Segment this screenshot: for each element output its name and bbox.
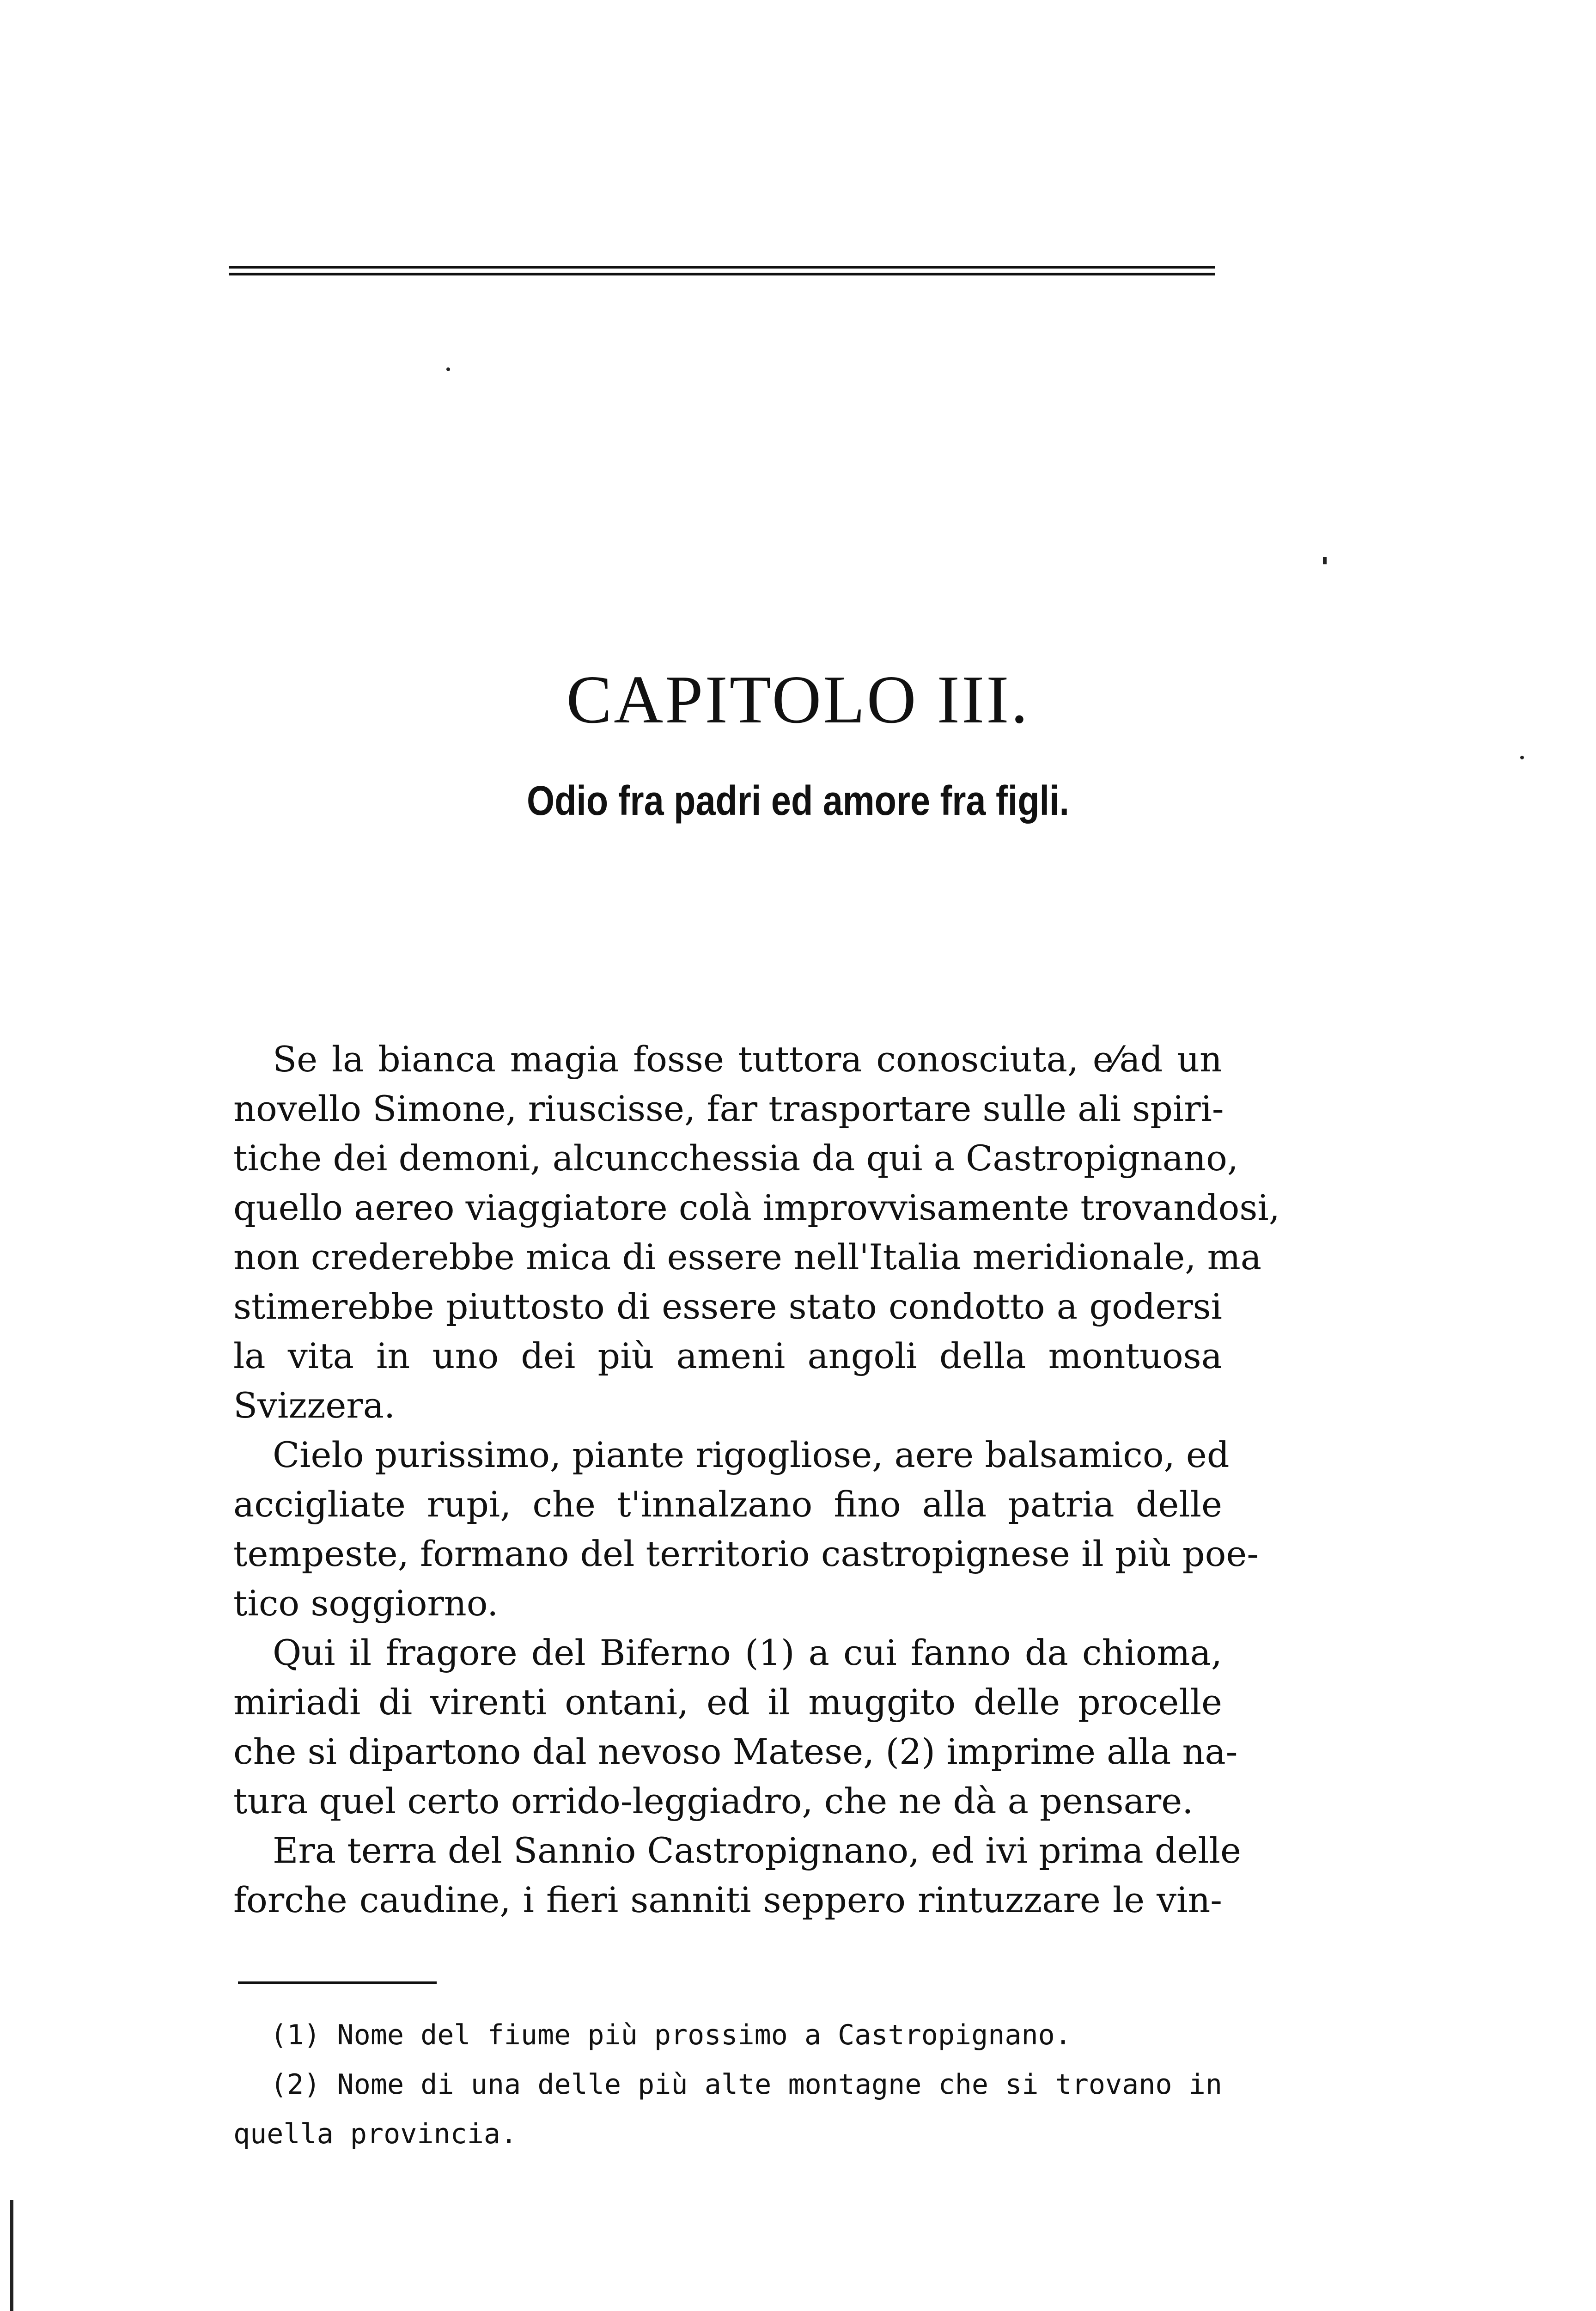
body-line: Se la bianca magia fosse tuttora conosciuta, e⁄ad un (273, 1039, 1222, 1080)
body-line: la vita in uno dei più ameni angoli della montuosa (233, 1335, 1222, 1376)
footnote: (2) Nome di una delle più alte montagne che si trovano in (270, 2068, 1222, 2101)
body-line: che si dipartono dal nevoso Matese, (2) imprime alla na- (233, 1731, 1238, 1772)
chapter-heading: CAPITOLO III. (566, 662, 1030, 738)
body-line: forche caudine, i fieri sanniti seppero rintuzzare le vin- (233, 1879, 1222, 1920)
scan-dot (446, 367, 450, 371)
footnotes (233, 2011, 1222, 2159)
footnote: (1) Nome del fiume più prossimo a Castropignano. (270, 2019, 1072, 2051)
scan-edge-line (10, 2200, 13, 2311)
body-line: Svizzera. (233, 1385, 396, 1426)
body-line: tico soggiorno. (233, 1583, 499, 1624)
body-line: Cielo purissimo, piante rigogliose, aere balsamico, ed (273, 1434, 1230, 1475)
body-line: miriadi di virenti ontani, ed il muggito delle procelle (233, 1681, 1222, 1723)
body-line: tura quel certo orrido-leggiadro, che ne dà a pensare. (233, 1780, 1194, 1822)
body-line: non crederebbe mica di essere nell'Italia meridionale, ma (233, 1236, 1262, 1278)
body-text (233, 1034, 1280, 1925)
scan-dot (1520, 756, 1524, 759)
body-line: stimerebbe piuttosto di essere stato condotto a godersi (233, 1286, 1222, 1327)
body-line: Era terra del Sannio Castropignano, ed ivi prima delle (273, 1830, 1242, 1871)
body-line: novello Simone, riuscisse, far trasportare sulle ali spiri- (233, 1088, 1224, 1129)
body-line: Qui il fragore del Biferno (1) a cui fanno da chioma, (273, 1632, 1222, 1673)
body-line: tempeste, formano del territorio castropignese il più poe- (233, 1533, 1259, 1574)
footnote-continuation: quella provincia. (233, 2118, 518, 2150)
body-line: quello aereo viaggiatore colà improvvisamente trovandosi, (233, 1187, 1280, 1228)
scan-dot (1323, 557, 1327, 564)
body-line: tiche dei demoni, alcuncchessia da qui a Castropignano, (233, 1137, 1238, 1179)
footnote-rule (238, 1981, 437, 1984)
body-line: accigliate rupi, che t'innalzano fino alla patria delle (233, 1484, 1222, 1525)
chapter-subtitle: Odio fra padri ed amore fra figli. (526, 778, 1070, 824)
